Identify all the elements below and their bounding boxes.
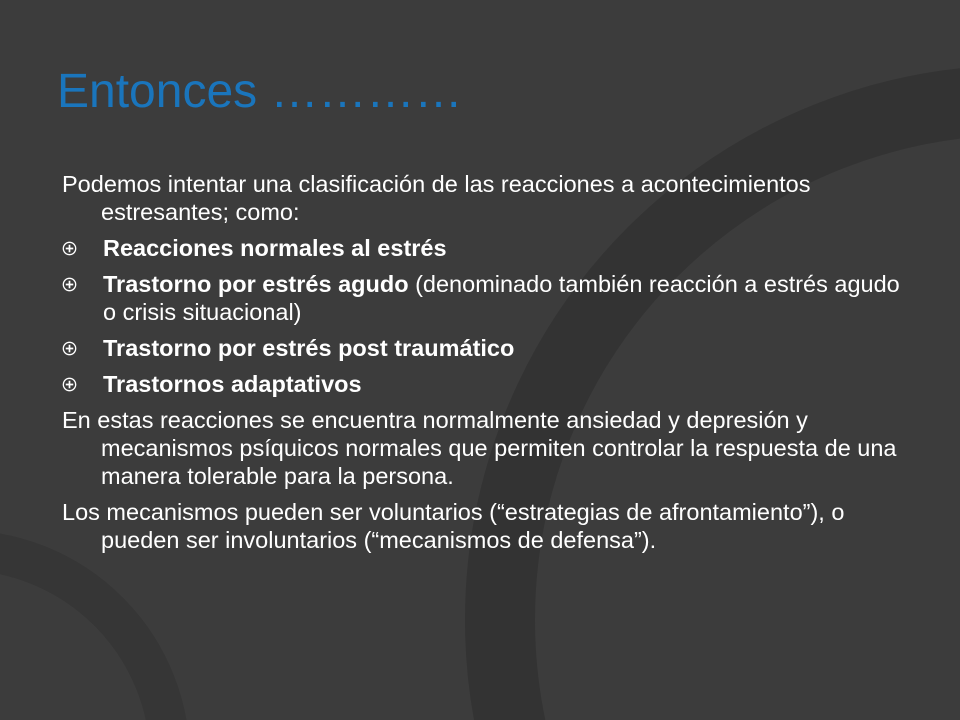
list-item [62, 334, 902, 362]
bullet-bold-text: Trastorno por estrés agudo [103, 271, 409, 297]
circle-plus-icon [62, 277, 77, 292]
bullet-bold-text: Reacciones normales al estrés [103, 235, 447, 261]
circle-plus-icon [62, 377, 77, 392]
bullet-bold-text: Trastornos adaptativos [103, 371, 362, 397]
slide-title: Entonces ………… [57, 65, 463, 118]
mechanisms-paragraph: Los mecanismos pueden ser voluntarios (“estrategias de afrontamiento”), o pueden ser involuntarios (“mecanismos de defensa”). [62, 499, 845, 553]
reactions-paragraph: En estas reacciones se encuentra normalmente ansiedad y depresión y mecanismos psíquicos normales que permiten controlar la respuesta de una manera tolerable para la persona. [62, 407, 897, 489]
circle-plus-icon [62, 241, 77, 256]
intro-paragraph: Podemos intentar una clasificación de las reacciones a acontecimientos estresantes; como: [62, 171, 811, 225]
list-item [62, 370, 902, 398]
list-item [62, 270, 902, 326]
slide-body [62, 170, 902, 562]
circle-plus-icon [62, 341, 77, 356]
bullet-bold-text: Trastorno por estrés post traumático [103, 335, 515, 361]
bullet-list [62, 234, 902, 398]
bullet-text: (denominado también reacción a estrés agudo o crisis situacional) [103, 271, 900, 325]
list-item [62, 234, 902, 262]
decorative-ring-small [0, 550, 170, 720]
